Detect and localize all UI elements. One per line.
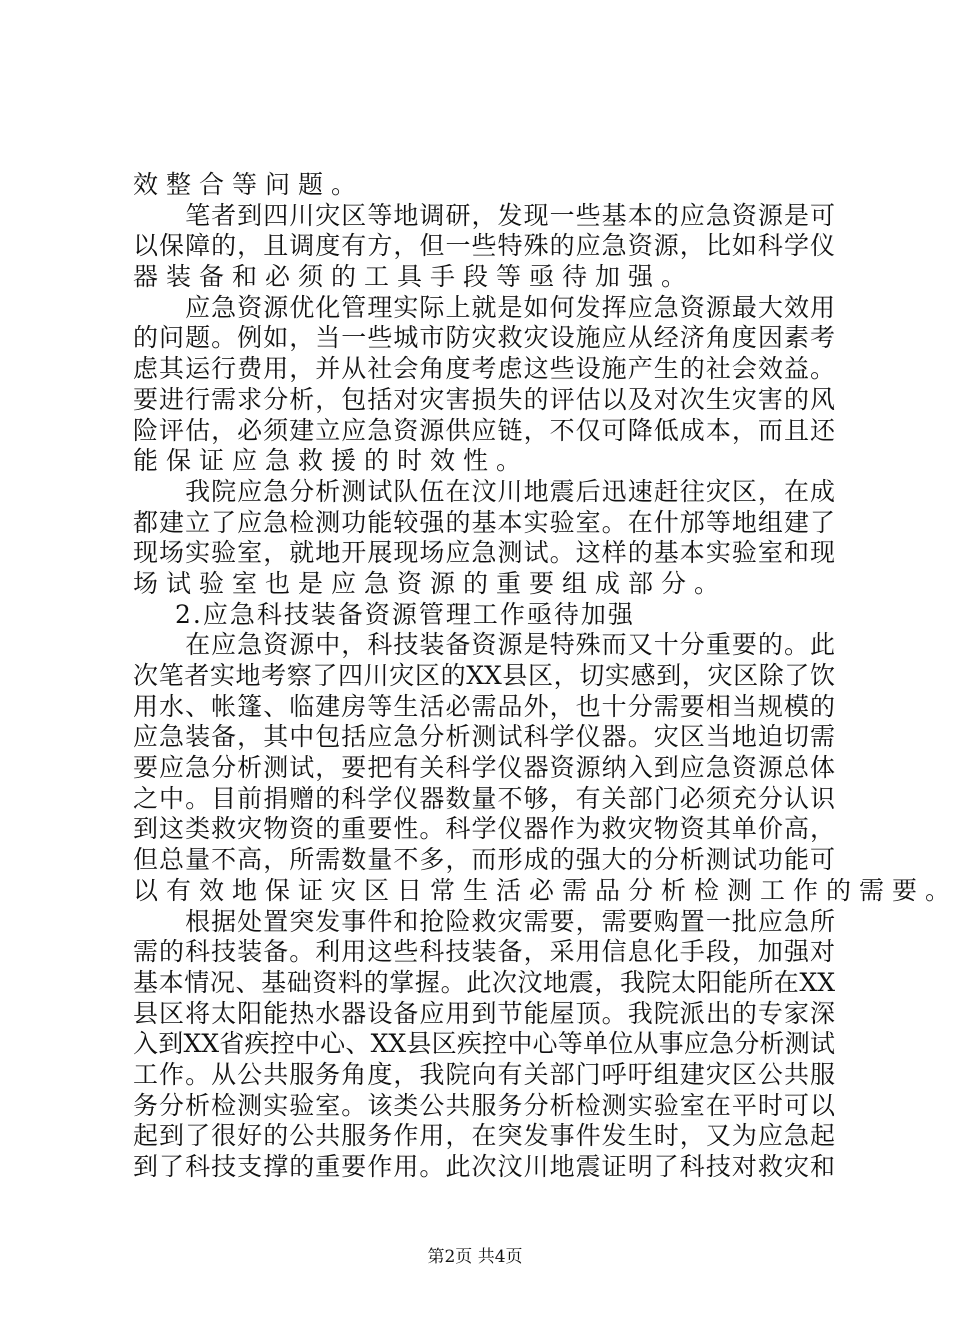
text-line: 根据处置突发事件和抢险救灾需要，需要购置一批应急所 xyxy=(133,906,835,936)
text-line: 都建立了应急检测功能较强的基本实验室。在什邡等地组建了 xyxy=(133,507,835,537)
text-line: 县区将太阳能热水器设备应用到节能屋顶。我院派出的专家深 xyxy=(133,998,835,1028)
text-line: 基本情况、基础资料的掌握。此次汶地震，我院太阳能所在XX xyxy=(133,967,835,997)
text-line: 险评估，必须建立应急资源供应链，不仅可降低成本，而且还 xyxy=(133,415,835,445)
text-line: 但总量不高，所需数量不多，而形成的强大的分析测试功能可 xyxy=(133,845,835,875)
paragraph xyxy=(133,477,835,600)
text-line: 器装备和必须的工具手段等亟待加强。 xyxy=(133,262,695,292)
paragraph xyxy=(133,170,835,201)
section-heading: 2.应急科技装备资源管理工作亟待加强 xyxy=(175,599,635,629)
text-line: 用水、帐篷、临建房等生活必需品外，也十分需要相当规模的 xyxy=(133,691,835,721)
text-line: 效整合等问题。 xyxy=(133,170,365,199)
text-line: 笔者到四川灾区等地调研，发现一些基本的应急资源是可 xyxy=(133,200,835,230)
text-line: 我院应急分析测试队伍在汶川地震后迅速赶往灾区，在成 xyxy=(133,476,835,506)
text-line: 以保障的，且调度有方，但一些特殊的应急资源，比如科学仪 xyxy=(133,231,835,261)
text-line: 场试验室也是应急资源的重要组成部分。 xyxy=(133,568,728,598)
paragraph xyxy=(133,293,835,477)
paragraph xyxy=(133,907,835,1183)
document-body xyxy=(133,170,958,1183)
text-line: 虑其运行费用，并从社会角度考虑这些设施产生的社会效益。 xyxy=(133,354,835,384)
text-line: 以有效地保证灾区日常生活必需品分析检测工作的需要。 xyxy=(133,875,958,905)
text-line: 工作。从公共服务角度，我院向有关部门呼吁组建灾区公共服 xyxy=(133,1059,835,1089)
text-line: 应急装备，其中包括应急分析测试科学仪器。灾区当地迫切需 xyxy=(133,722,835,752)
text-line: 在应急资源中，科技装备资源是特殊而又十分重要的。此 xyxy=(133,630,835,660)
text-line: 次笔者实地考察了四川灾区的XX县区，切实感到，灾区除了饮 xyxy=(133,661,835,690)
text-line: 到了科技支撑的重要作用。此次汶川地震证明了科技对救灾和 xyxy=(133,1152,835,1181)
text-line: 要应急分析测试，要把有关科学仪器资源纳入到应急资源总体 xyxy=(133,753,835,783)
text-line: 现场实验室，就地开展现场应急测试。这样的基本实验室和现 xyxy=(133,538,835,568)
text-line: 能保证应急救援的时效性。 xyxy=(133,446,530,476)
text-line: 需的科技装备。利用这些科技装备，采用信息化手段，加强对 xyxy=(133,937,835,967)
text-line: 之中。目前捐赠的科学仪器数量不够，有关部门必须充分认识 xyxy=(133,783,835,813)
text-line: 应急资源优化管理实际上就是如何发挥应急资源最大效用 xyxy=(133,292,835,322)
page-footer: 第2页 共4页 xyxy=(427,1247,523,1267)
text-line: 到这类救灾物资的重要性。科学仪器作为救灾物资其单价高， xyxy=(133,814,835,844)
text-line: 起到了很好的公共服务作用，在突发事件发生时，又为应急起 xyxy=(133,1121,835,1151)
paragraph xyxy=(133,201,835,293)
text-line: 要进行需求分析，包括对灾害损失的评估以及对次生灾害的风 xyxy=(133,384,835,414)
paragraph xyxy=(133,630,958,906)
text-line: 的问题。例如，当一些城市防灾救灾设施应从经济角度因素考 xyxy=(133,323,835,353)
text-line: 务分析检测实验室。该类公共服务分析检测实验室在平时可以 xyxy=(133,1090,835,1120)
text-line: 入到XX省疾控中心、XX县区疾控中心等单位从事应急分析测试 xyxy=(133,1029,835,1059)
section-heading-block xyxy=(133,600,835,631)
